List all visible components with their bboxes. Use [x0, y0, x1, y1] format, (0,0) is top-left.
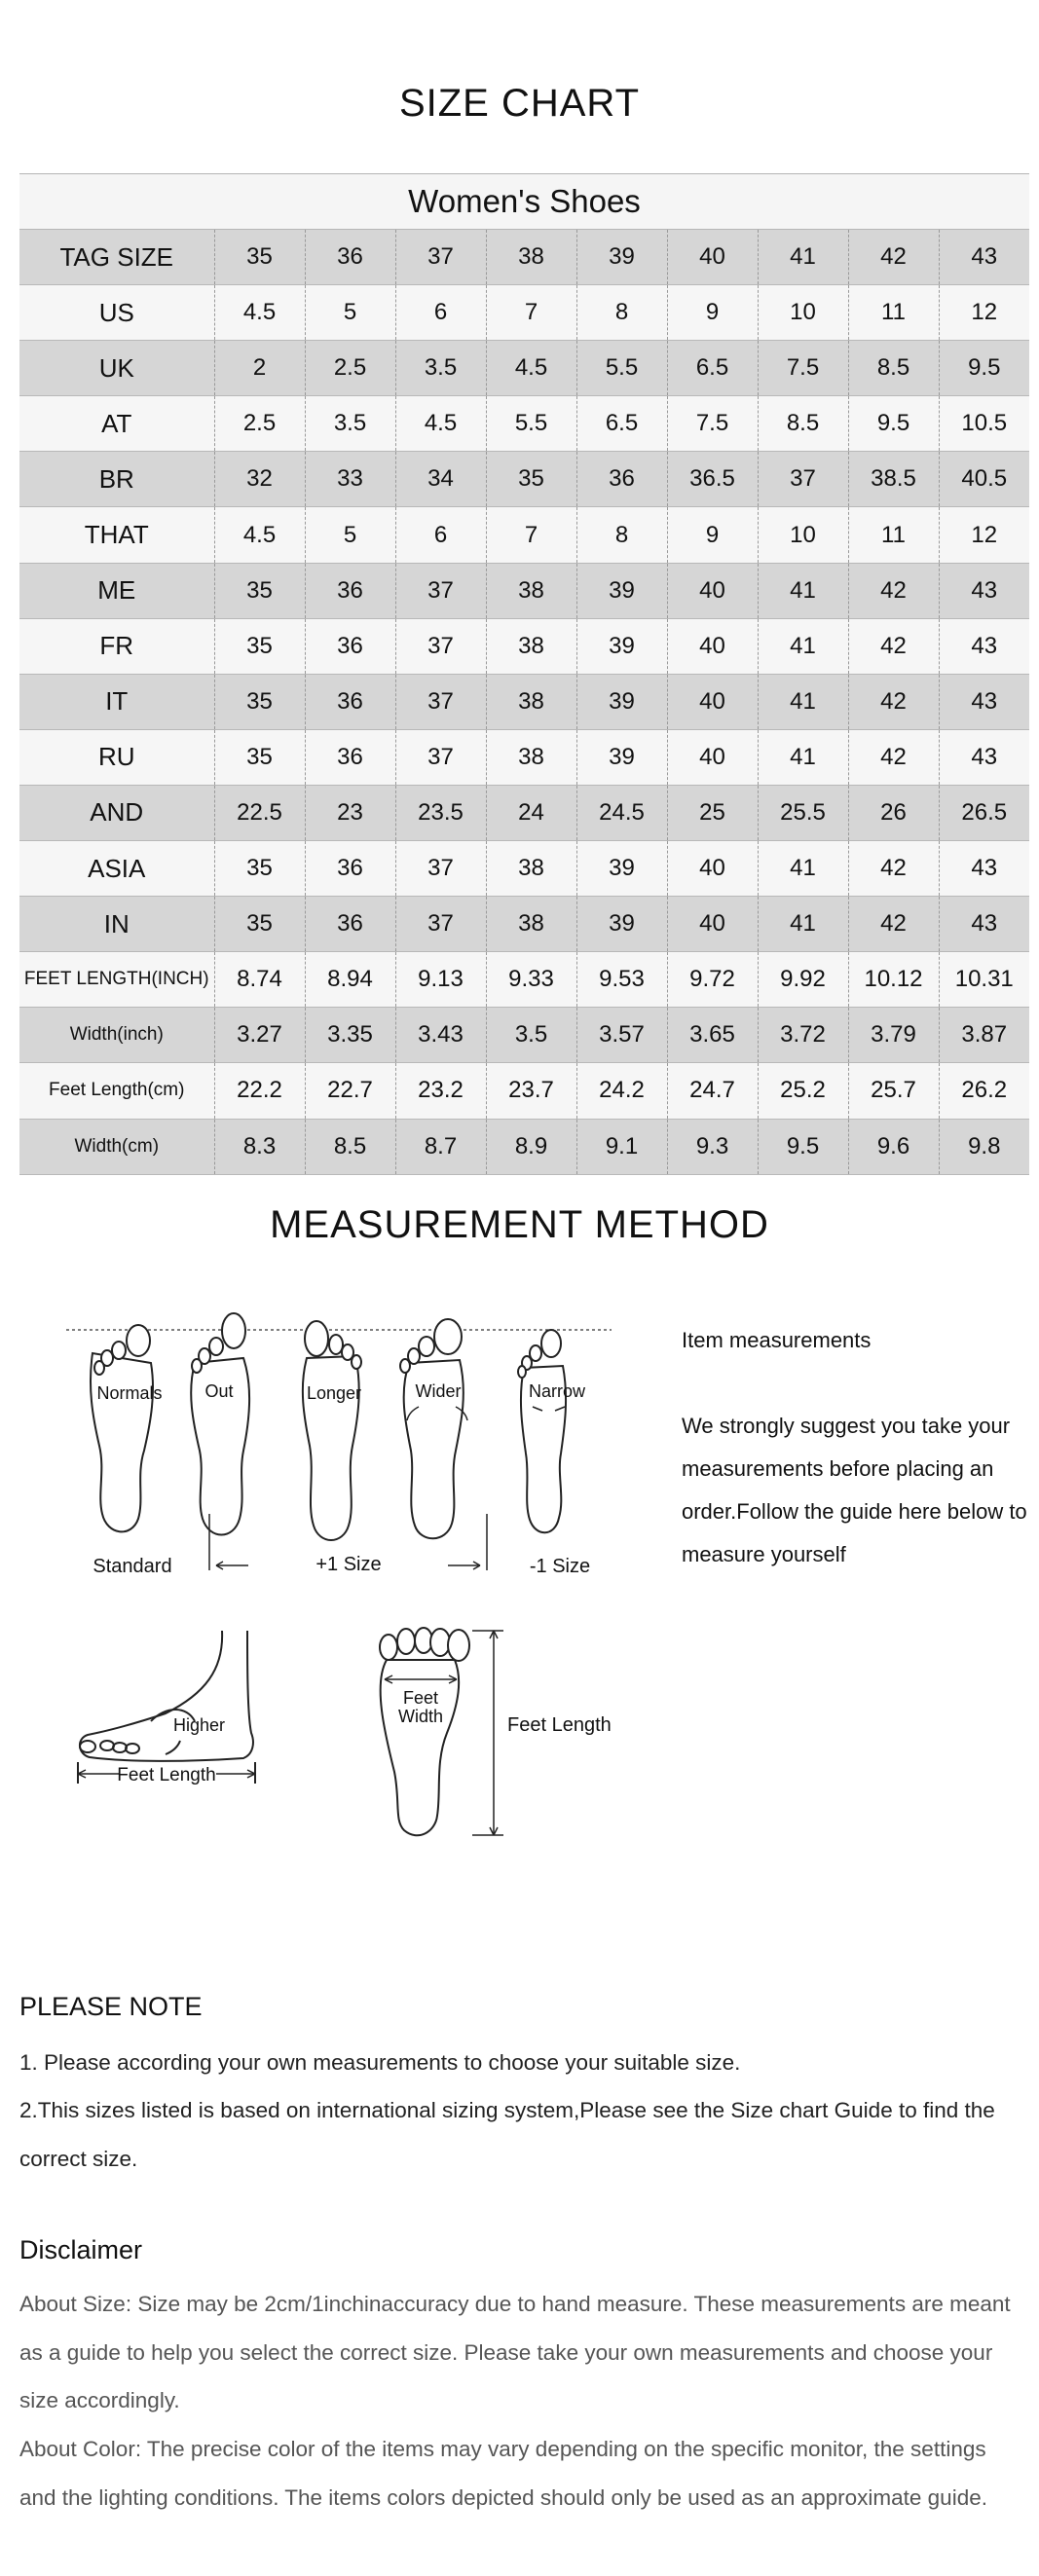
- table-cell: 33: [305, 452, 395, 507]
- please-note-heading: PLEASE NOTE: [19, 1992, 203, 2021]
- table-row: [19, 785, 1029, 840]
- table-cell: 9.33: [486, 952, 576, 1008]
- table-cell: 39: [576, 563, 667, 618]
- table-cell: 9.92: [758, 952, 848, 1008]
- table-cell: 36: [305, 563, 395, 618]
- table-cell: 34: [395, 452, 486, 507]
- table-cell: 6.5: [576, 396, 667, 452]
- table-cell: 7.5: [667, 396, 758, 452]
- table-cell: 9.5: [758, 1119, 848, 1174]
- table-cell: 37: [395, 618, 486, 674]
- table-cell: 8.9: [486, 1119, 576, 1174]
- table-cell: 43: [939, 230, 1029, 285]
- table-cell: 3.35: [305, 1008, 395, 1063]
- table-cell: 39: [576, 841, 667, 897]
- table-cell: 40: [667, 729, 758, 785]
- table-cell: 25.2: [758, 1063, 848, 1119]
- table-cell: 40: [667, 618, 758, 674]
- table-cell: 42: [848, 230, 939, 285]
- table-cell: 41: [758, 897, 848, 952]
- table-row: [19, 452, 1029, 507]
- size-table: [19, 173, 1029, 1175]
- table-cell: 3.43: [395, 1008, 486, 1063]
- table-cell: 23.2: [395, 1063, 486, 1119]
- table-cell: 38: [486, 230, 576, 285]
- table-cell: 8: [576, 285, 667, 341]
- plus-size-label: +1 Size: [315, 1554, 382, 1575]
- table-cell: 39: [576, 618, 667, 674]
- table-cell: 12: [939, 507, 1029, 563]
- table-cell: 3.79: [848, 1008, 939, 1063]
- table-cell: 43: [939, 618, 1029, 674]
- foot-type-label: Longer: [306, 1383, 362, 1403]
- row-label: ASIA: [19, 841, 214, 897]
- table-cell: 11: [848, 507, 939, 563]
- table-cell: 9: [667, 507, 758, 563]
- table-row: [19, 1063, 1029, 1119]
- table-cell: 40: [667, 841, 758, 897]
- table-cell: 10: [758, 507, 848, 563]
- foot-type-label: Wider: [415, 1381, 462, 1401]
- table-cell: 6.5: [667, 341, 758, 396]
- table-cell: 32: [214, 452, 305, 507]
- table-cell: 37: [395, 841, 486, 897]
- table-cell: 8.3: [214, 1119, 305, 1174]
- table-cell: 43: [939, 841, 1029, 897]
- table-row: [19, 285, 1029, 341]
- table-cell: 9.8: [939, 1119, 1029, 1174]
- row-label: THAT: [19, 507, 214, 563]
- table-cell: 7.5: [758, 341, 848, 396]
- table-cell: 3.57: [576, 1008, 667, 1063]
- table-cell: 40: [667, 674, 758, 729]
- foot-type-label: Narrow: [528, 1381, 586, 1401]
- row-label: FR: [19, 618, 214, 674]
- side-feet-length-label: Feet Length: [117, 1765, 216, 1785]
- table-cell: 5: [305, 285, 395, 341]
- foot-types-illustration: [58, 1309, 623, 1601]
- table-cell: 41: [758, 230, 848, 285]
- table-cell: 36: [305, 674, 395, 729]
- foot-type-label: Normals: [96, 1383, 163, 1403]
- table-cell: 9: [667, 285, 758, 341]
- table-cell: 8: [576, 507, 667, 563]
- table-cell: 26.5: [939, 785, 1029, 840]
- table-row: [19, 341, 1029, 396]
- table-cell: 5: [305, 507, 395, 563]
- table-cell: 22.7: [305, 1063, 395, 1119]
- sole-width-label: Width: [397, 1707, 444, 1726]
- measurement-suggestion: We strongly suggest you take your measurements before placing an order.Follow the guide here below to measure yourself: [682, 1414, 1027, 1566]
- table-cell: 35: [214, 563, 305, 618]
- table-cell: 23.5: [395, 785, 486, 840]
- note-line: 1. Please according your own measurements to choose your suitable size.: [19, 2050, 741, 2075]
- table-cell: 9.5: [848, 396, 939, 452]
- table-cell: 9.53: [576, 952, 667, 1008]
- table-cell: 36.5: [667, 452, 758, 507]
- table-cell: 10: [758, 285, 848, 341]
- table-cell: 39: [576, 230, 667, 285]
- table-cell: 43: [939, 897, 1029, 952]
- table-cell: 26: [848, 785, 939, 840]
- table-cell: 26.2: [939, 1063, 1029, 1119]
- table-cell: 41: [758, 841, 848, 897]
- table-cell: 38: [486, 674, 576, 729]
- table-cell: 37: [758, 452, 848, 507]
- measurement-description: [682, 1319, 1032, 1576]
- table-cell: 25: [667, 785, 758, 840]
- table-cell: 42: [848, 563, 939, 618]
- table-cell: 41: [758, 563, 848, 618]
- table-row: [19, 841, 1029, 897]
- table-cell: 43: [939, 729, 1029, 785]
- table-cell: 6: [395, 507, 486, 563]
- table-cell: 4.5: [486, 341, 576, 396]
- table-cell: 22.5: [214, 785, 305, 840]
- table-cell: 36: [305, 841, 395, 897]
- table-row: [19, 618, 1029, 674]
- table-cell: 42: [848, 674, 939, 729]
- row-label: UK: [19, 341, 214, 396]
- sole-illustration: [365, 1626, 648, 1850]
- row-label: AND: [19, 785, 214, 840]
- table-cell: 10.31: [939, 952, 1029, 1008]
- table-cell: 42: [848, 841, 939, 897]
- row-label: ME: [19, 563, 214, 618]
- table-cell: 38: [486, 563, 576, 618]
- table-cell: 38: [486, 618, 576, 674]
- table-cell: 24.2: [576, 1063, 667, 1119]
- table-cell: 9.72: [667, 952, 758, 1008]
- row-label: IT: [19, 674, 214, 729]
- size-chart-title: SIZE CHART: [398, 82, 641, 125]
- table-cell: 3.72: [758, 1008, 848, 1063]
- table-cell: 37: [395, 230, 486, 285]
- table-cell: 8.5: [305, 1119, 395, 1174]
- table-cell: 2: [214, 341, 305, 396]
- table-cell: 3.87: [939, 1008, 1029, 1063]
- table-cell: 12: [939, 285, 1029, 341]
- table-row: [19, 1119, 1029, 1174]
- table-cell: 37: [395, 674, 486, 729]
- table-cell: 40: [667, 897, 758, 952]
- table-cell: 37: [395, 563, 486, 618]
- row-label: AT: [19, 396, 214, 452]
- table-cell: 10.5: [939, 396, 1029, 452]
- row-label: Width(inch): [19, 1008, 214, 1063]
- standard-label: Standard: [93, 1556, 172, 1577]
- side-foot-illustration: [68, 1626, 331, 1850]
- table-cell: 35: [214, 841, 305, 897]
- table-cell: 35: [214, 674, 305, 729]
- table-cell: 2.5: [305, 341, 395, 396]
- table-cell: 9.5: [939, 341, 1029, 396]
- table-cell: 5.5: [486, 396, 576, 452]
- row-label: FEET LENGTH(INCH): [19, 952, 214, 1008]
- row-label: IN: [19, 897, 214, 952]
- table-cell: 8.5: [758, 396, 848, 452]
- table-cell: 38: [486, 841, 576, 897]
- table-cell: 42: [848, 618, 939, 674]
- table-cell: 43: [939, 674, 1029, 729]
- table-cell: 3.5: [486, 1008, 576, 1063]
- disclaimer-heading: Disclaimer: [19, 2235, 143, 2264]
- table-row: [19, 396, 1029, 452]
- table-cell: 5.5: [576, 341, 667, 396]
- table-cell: 9.3: [667, 1119, 758, 1174]
- table-cell: 35: [214, 618, 305, 674]
- measurement-method-title: MEASUREMENT METHOD: [270, 1203, 769, 1246]
- row-label: TAG SIZE: [19, 230, 214, 285]
- table-cell: 41: [758, 618, 848, 674]
- table-cell: 35: [214, 729, 305, 785]
- table-cell: 39: [576, 674, 667, 729]
- table-cell: 9.1: [576, 1119, 667, 1174]
- table-cell: 24.7: [667, 1063, 758, 1119]
- sole-feet-length-label: Feet Length: [507, 1714, 612, 1736]
- table-row: [19, 230, 1029, 285]
- table-cell: 41: [758, 729, 848, 785]
- table-cell: 9.6: [848, 1119, 939, 1174]
- table-cell: 8.5: [848, 341, 939, 396]
- table-cell: 8.74: [214, 952, 305, 1008]
- table-cell: 23: [305, 785, 395, 840]
- foot-type-label: Out: [204, 1381, 234, 1401]
- table-row: [19, 1008, 1029, 1063]
- table-cell: 6: [395, 285, 486, 341]
- table-cell: 3.5: [305, 396, 395, 452]
- table-row: [19, 674, 1029, 729]
- note-line: 2.This sizes listed is based on international sizing system,Please see the Size chart Guide to find the correct size.: [19, 2098, 995, 2171]
- table-cell: 8.94: [305, 952, 395, 1008]
- table-row: [19, 897, 1029, 952]
- table-cell: 40: [667, 563, 758, 618]
- table-cell: 36: [576, 452, 667, 507]
- table-cell: 42: [848, 897, 939, 952]
- row-label: Feet Length(cm): [19, 1063, 214, 1119]
- sole-width-label: Feet: [402, 1688, 439, 1708]
- disclaimer-color: About Color: The precise color of the items may vary depending on the specific monitor, the settings and the lighting conditions. The items colors depicted should only be used as an approximate guide.: [19, 2437, 987, 2510]
- table-cell: 22.2: [214, 1063, 305, 1119]
- table-cell: 10.12: [848, 952, 939, 1008]
- table-caption: Women's Shoes: [19, 174, 1029, 230]
- row-label: US: [19, 285, 214, 341]
- table-cell: 35: [486, 452, 576, 507]
- table-cell: 4.5: [214, 285, 305, 341]
- table-row: [19, 507, 1029, 563]
- table-cell: 37: [395, 729, 486, 785]
- table-cell: 8.7: [395, 1119, 486, 1174]
- table-cell: 36: [305, 729, 395, 785]
- table-cell: 23.7: [486, 1063, 576, 1119]
- table-cell: 38: [486, 897, 576, 952]
- table-cell: 3.65: [667, 1008, 758, 1063]
- table-cell: 41: [758, 674, 848, 729]
- table-cell: 2.5: [214, 396, 305, 452]
- table-row: [19, 729, 1029, 785]
- table-caption-row: [19, 174, 1029, 230]
- table-cell: 36: [305, 230, 395, 285]
- table-cell: 39: [576, 729, 667, 785]
- table-row: [19, 952, 1029, 1008]
- table-cell: 38.5: [848, 452, 939, 507]
- table-cell: 24.5: [576, 785, 667, 840]
- table-cell: 3.27: [214, 1008, 305, 1063]
- row-label: RU: [19, 729, 214, 785]
- table-cell: 3.5: [395, 341, 486, 396]
- table-cell: 9.13: [395, 952, 486, 1008]
- table-cell: 35: [214, 897, 305, 952]
- table-cell: 4.5: [395, 396, 486, 452]
- table-cell: 36: [305, 897, 395, 952]
- table-cell: 25.5: [758, 785, 848, 840]
- table-cell: 39: [576, 897, 667, 952]
- row-label: BR: [19, 452, 214, 507]
- item-measurements-label: Item measurements: [682, 1328, 872, 1352]
- table-cell: 37: [395, 897, 486, 952]
- disclaimer-size: About Size: Size may be 2cm/1inchinaccuracy due to hand measure. These measurements are meant as a guide to help you select the correct size. Please take your own measurements and choose your size accordingly.: [19, 2292, 1011, 2412]
- table-cell: 7: [486, 507, 576, 563]
- table-cell: 7: [486, 285, 576, 341]
- higher-label: Higher: [173, 1715, 226, 1735]
- table-cell: 11: [848, 285, 939, 341]
- table-cell: 38: [486, 729, 576, 785]
- table-cell: 43: [939, 563, 1029, 618]
- table-cell: 36: [305, 618, 395, 674]
- table-row: [19, 563, 1029, 618]
- table-cell: 40: [667, 230, 758, 285]
- table-cell: 35: [214, 230, 305, 285]
- table-cell: 25.7: [848, 1063, 939, 1119]
- table-cell: 4.5: [214, 507, 305, 563]
- table-cell: 42: [848, 729, 939, 785]
- row-label: Width(cm): [19, 1119, 214, 1174]
- minus-size-label: -1 Size: [529, 1556, 591, 1577]
- table-cell: 24: [486, 785, 576, 840]
- table-cell: 40.5: [939, 452, 1029, 507]
